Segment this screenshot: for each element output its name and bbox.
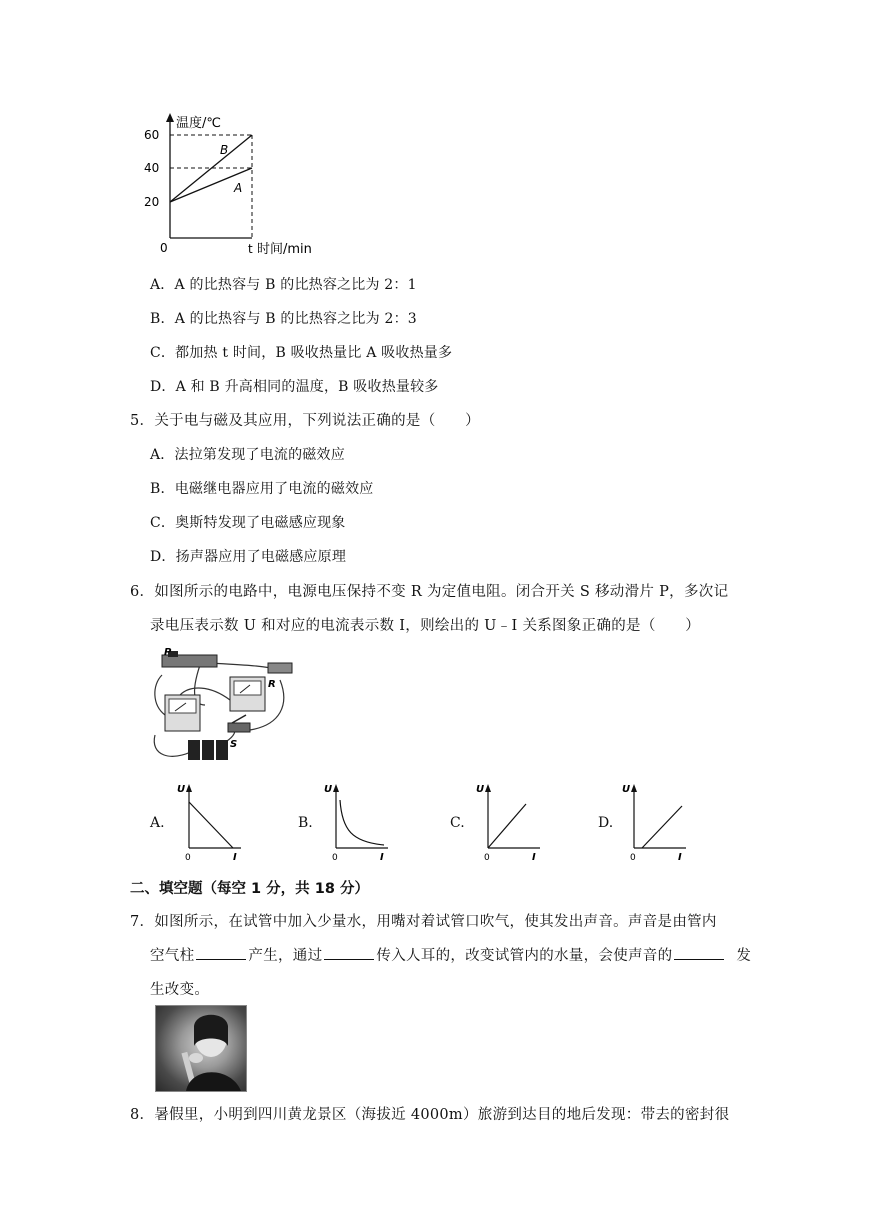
q4-option-c: C．都加热 t 时间，B 吸收热量比 A 吸收热量多: [150, 345, 453, 361]
battery: [188, 740, 200, 760]
label-b: B: [220, 143, 229, 157]
q4-temperature-graph: [140, 110, 340, 260]
svg-text:0: 0: [630, 853, 636, 862]
y-tick-60: 60: [144, 128, 160, 142]
q6-option-c-label: C.: [450, 815, 465, 831]
label-s: S: [230, 739, 238, 750]
svg-text:I: I: [532, 852, 536, 862]
t-tick: t: [248, 242, 253, 256]
q4-option-b: B．A 的比热容与 B 的比热容之比为 2：3: [150, 311, 417, 327]
q6-graph-c: [474, 780, 544, 862]
label-r: R: [268, 679, 276, 690]
blank-3: [674, 947, 724, 960]
q6-stem-line2: 录电压表示数 U 和对应的电流表示数 I，则绘出的 U﹣I 关系图象正确的是（ ）: [150, 618, 701, 634]
svg-text:U: U: [324, 784, 333, 795]
q5-option-c: C．奥斯特发现了电磁感应现象: [150, 515, 346, 531]
q8-line1: 8．暑假里，小明到四川黄龙景区（海拔近 4000m）旅游到达目的地后发现：带去的密封很: [130, 1107, 730, 1123]
q7-line1: 7．如图所示，在试管中加入少量水，用嘴对着试管口吹气，使其发出声音。声音是由管内: [130, 914, 717, 930]
q6-circuit-image: [150, 645, 300, 770]
svg-text:I: I: [678, 852, 682, 862]
q6-option-a-label: A.: [150, 815, 165, 831]
q5-option-a: A．法拉第发现了电流的磁效应: [150, 447, 345, 463]
q6-graph-b: [322, 780, 392, 862]
graph-b-curve: [340, 800, 384, 845]
svg-text:U: U: [177, 784, 186, 795]
svg-text:0: 0: [185, 853, 191, 862]
q7-line3: 生改变。: [150, 982, 210, 998]
q5-option-d: D．扬声器应用了电磁感应原理: [150, 549, 347, 565]
section-title: 二、填空题（每空 1 分，共 18 分）: [130, 881, 369, 897]
switch: [228, 723, 250, 732]
svg-text:U: U: [476, 784, 485, 795]
q4-option-d: D．A 和 B 升高相同的温度，B 吸收热量较多: [150, 379, 439, 395]
svg-text:U: U: [622, 784, 631, 795]
y-axis-label: 温度/℃: [176, 116, 221, 131]
y-axis-arrow: [166, 113, 174, 122]
origin-label: 0: [160, 241, 168, 255]
x-axis-label: 时间/min: [257, 242, 312, 257]
blank-2: [324, 947, 374, 960]
q7-photo-girl-blowing-test-tube: [155, 1005, 247, 1092]
q6-graph-a: [175, 780, 245, 862]
graph-c-line: [488, 804, 526, 848]
y-tick-40: 40: [144, 161, 160, 175]
q5-stem: 5．关于电与磁及其应用，下列说法正确的是（ ）: [130, 413, 480, 429]
resistor: [268, 663, 292, 673]
svg-text:0: 0: [332, 853, 338, 862]
q6-option-b-label: B.: [298, 815, 313, 831]
svg-text:I: I: [233, 852, 237, 862]
q6-option-d-label: D.: [598, 815, 614, 831]
graph-a-line: [189, 802, 233, 848]
q7-line2: 空气柱 产生，通过 传入人耳的，改变试管内的水量，会使声音的 发: [150, 948, 752, 964]
label-p: P: [164, 647, 172, 658]
graph-d-line: [642, 806, 682, 848]
svg-text:I: I: [380, 852, 384, 862]
blank-1: [196, 947, 246, 960]
q6-graph-d: [620, 780, 690, 862]
label-a: A: [234, 181, 243, 195]
y-tick-20: 20: [144, 195, 160, 209]
q6-stem-line1: 6．如图所示的电路中，电源电压保持不变 R 为定值电阻。闭合开关 S 移动滑片 P，多次记: [130, 584, 729, 600]
svg-text:0: 0: [484, 853, 490, 862]
q5-option-b: B．电磁继电器应用了电流的磁效应: [150, 481, 374, 497]
q4-option-a: A．A 的比热容与 B 的比热容之比为 2：1: [150, 277, 417, 293]
